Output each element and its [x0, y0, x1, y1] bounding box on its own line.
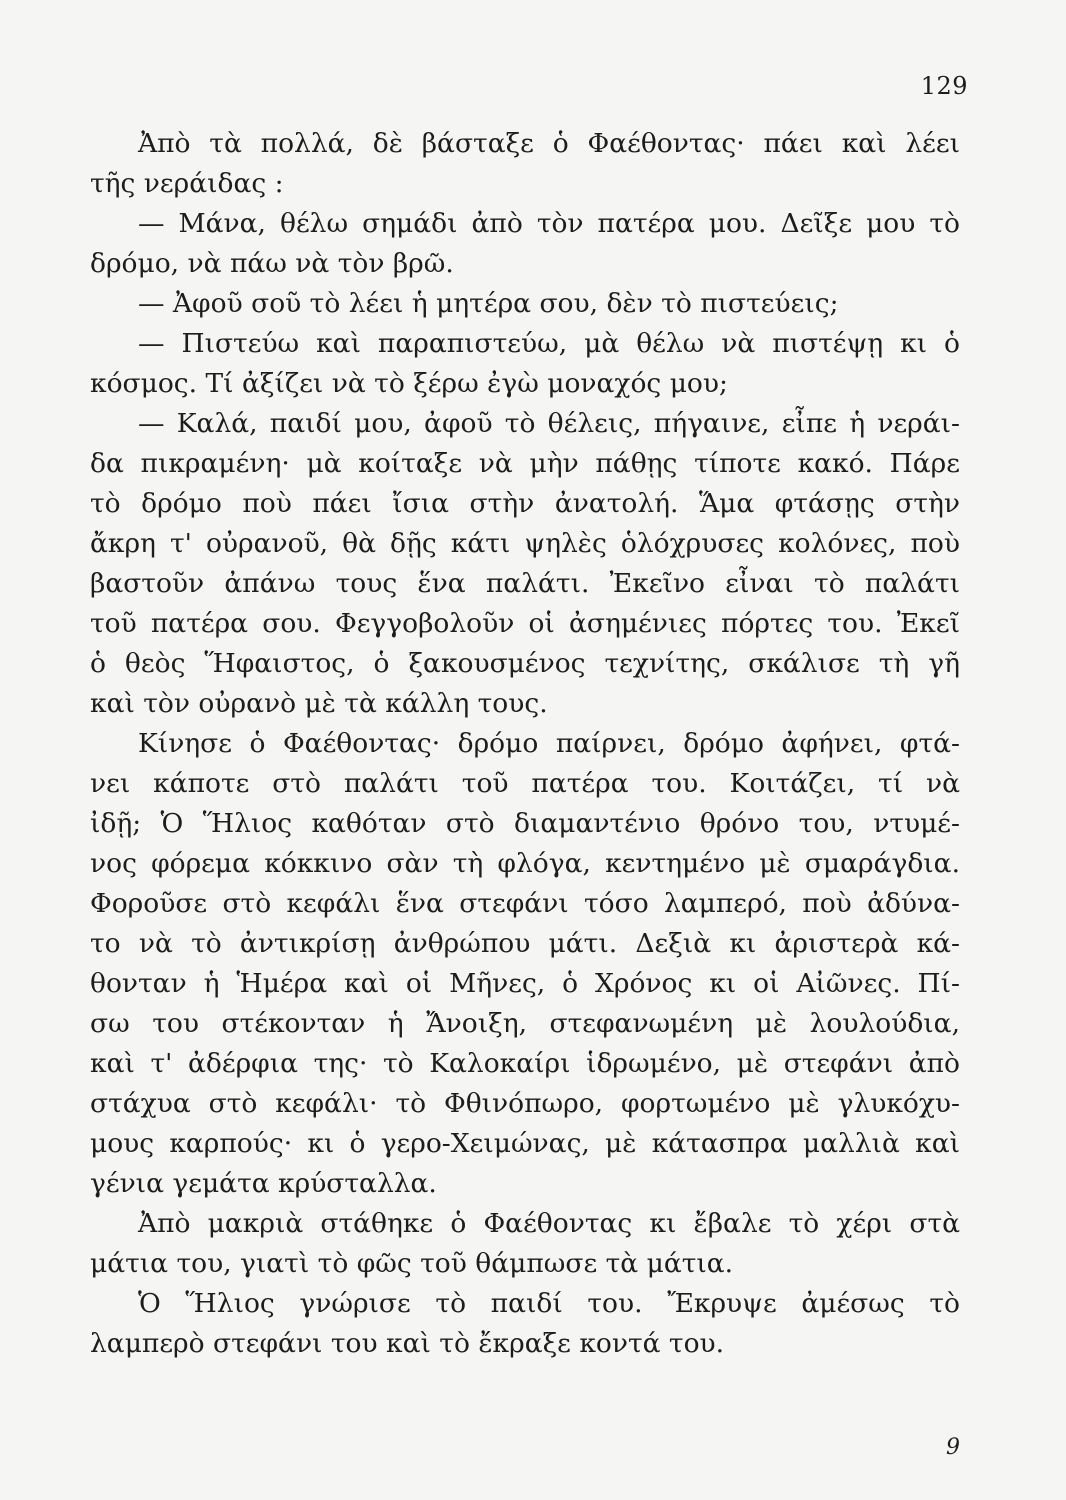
text-line: καὶ τὸν οὐρανὸ μὲ τὰ κάλλη τους.: [90, 688, 548, 719]
page-number: 129: [920, 72, 968, 100]
text-line: δα πικραμένη· μὰ κοίταξε νὰ μὴν πάθῃς τίποτε κακό. Πάρε: [90, 448, 960, 479]
text-line: τὸ δρόμο ποὺ πάει ἴσια στὴν ἀνατολή. Ἅμα φτάσῃς στὴν: [90, 488, 960, 519]
text-line: — Καλά, παιδί μου, ἀφοῦ τὸ θέλεις, πήγαινε, εἶπε ἡ νεράι-: [138, 408, 960, 439]
text-line: ὁ θεὸς Ἥφαιστος, ὁ ξακουσμένος τεχνίτης, σκάλισε τὴ γῆ: [90, 648, 960, 679]
text-line: θονταν ἡ Ἡμέρα καὶ οἱ Μῆνες, ὁ Χρόνος κι οἱ Αἰῶνες. Πί-: [90, 968, 960, 999]
text-line: γένια γεμάτα κρύσταλλα.: [90, 1168, 437, 1199]
text-line: κόσμος. Τί ἀξίζει νὰ τὸ ξέρω ἐγὼ μοναχός μου;: [90, 368, 728, 399]
text-line: βαστοῦν ἀπάνω τους ἕνα παλάτι. Ἐκεῖνο εἶναι τὸ παλάτι: [90, 568, 960, 599]
text-line: μάτια του, γιατὶ τὸ φῶς τοῦ θάμπωσε τὰ μάτια.: [90, 1248, 734, 1279]
text-line: Ἀπὸ τὰ πολλά, δὲ βάσταξε ὁ Φαέθοντας· πάει καὶ λέει: [138, 128, 960, 159]
text-line: Ὁ Ἥλιος γνώρισε τὸ παιδί του. Ἔκρυψε ἀμέσως τὸ: [138, 1288, 960, 1319]
signature-mark: 9: [946, 1435, 960, 1460]
text-line: τοῦ πατέρα σου. Φεγγοβολοῦν οἱ ἀσημένιες πόρτες του. Ἐκεῖ: [90, 608, 960, 639]
text-line: Κίνησε ὁ Φαέθοντας· δρόμο παίρνει, δρόμο ἀφήνει, φτά-: [138, 728, 960, 759]
text-line: ἄκρη τ' οὐρανοῦ, θὰ δῇς κάτι ψηλὲς ὁλόχρυσες κολόνες, ποὺ: [90, 528, 960, 559]
text-line: ἰδῇ; Ὁ Ἥλιος καθόταν στὸ διαμαντένιο θρόνο του, ντυμέ-: [90, 808, 960, 839]
text-line: λαμπερὸ στεφάνι του καὶ τὸ ἔκραξε κοντά του.: [90, 1328, 725, 1359]
text-line: στάχυα στὸ κεφάλι· τὸ Φθινόπωρο, φορτωμένο μὲ γλυκόχυ-: [90, 1088, 960, 1119]
text-line: Ἀπὸ μακριὰ στάθηκε ὁ Φαέθοντας κι ἔβαλε τὸ χέρι στὰ: [138, 1208, 960, 1239]
text-line: δρόμο, νὰ πάω νὰ τὸν βρῶ.: [90, 248, 454, 279]
text-line: καὶ τ' ἀδέρφια της· τὸ Καλοκαίρι ἱδρωμένο, μὲ στεφάνι ἀπὸ: [90, 1048, 960, 1079]
text-line: τῆς νεράιδας :: [90, 168, 284, 199]
text-line: — Ἀφοῦ σοῦ τὸ λέει ἡ μητέρα σου, δὲν τὸ πιστεύεις;: [138, 288, 839, 319]
text-line: σω του στέκονταν ἡ Ἄνοιξη, στεφανωμένη μὲ λουλούδια,: [90, 1008, 960, 1039]
text-line: μους καρπούς· κι ὁ γερο-Χειμώνας, μὲ κάτασπρα μαλλιὰ καὶ: [90, 1128, 960, 1159]
body-text: [90, 124, 960, 1364]
text-line: νει κάποτε στὸ παλάτι τοῦ πατέρα του. Κοιτάζει, τί νὰ: [90, 768, 960, 799]
text-line: το νὰ τὸ ἀντικρίσῃ ἀνθρώπου μάτι. Δεξιὰ κι ἀριστερὰ κά-: [90, 928, 960, 959]
text-line: — Μάνα, θέλω σημάδι ἀπὸ τὸν πατέρα μου. Δεῖξε μου τὸ: [138, 208, 960, 239]
text-line: νος φόρεμα κόκκινο σὰν τὴ φλόγα, κεντημένο μὲ σμαράγδια.: [90, 848, 960, 879]
text-line: — Πιστεύω καὶ παραπιστεύω, μὰ θέλω νὰ πιστέψῃ κι ὁ: [138, 328, 960, 359]
text-line: Φοροῦσε στὸ κεφάλι ἕνα στεφάνι τόσο λαμπερό, ποὺ ἀδύνα-: [90, 888, 960, 919]
